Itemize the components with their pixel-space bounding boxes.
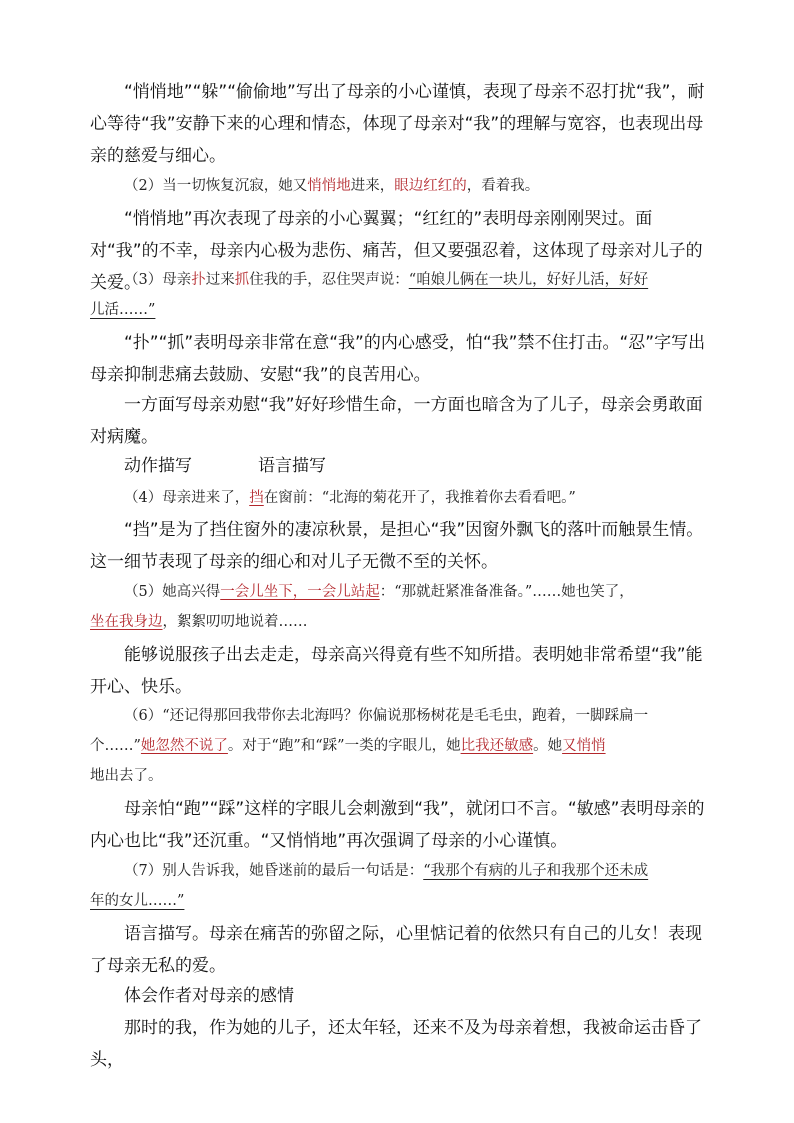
- analysis-paragraph-8: 语言描写。母亲在痛苦的弥留之际，心里惦记着的依然只有自己的儿女！表现了母亲无私的爱。: [90, 924, 702, 976]
- analysis-paragraph-4: 一方面写母亲劝慰“我”好好珍惜生命，一方面也暗含为了儿子，母亲会勇敢面对病魔。: [90, 395, 703, 447]
- quote-5-line-2: 坐在我身边，絮絮叨叨地说着……: [90, 614, 308, 630]
- section-heading: 体会作者对母亲的感情: [124, 986, 294, 1006]
- analysis-paragraph-7: 母亲怕“跑”“踩”这样的字眼儿会刺激到“我”，就闭口不言。“敏感”表明母亲的内心也比“我”还沉重。“又悄悄地”再次强调了母亲的小心谨慎。: [90, 799, 705, 851]
- analysis-paragraph-2: “悄悄地”再次表现了母亲的小心翼翼；“红红的”表明母亲刚刚哭过。面对“我”的不幸，母亲内心极为悲伤、痛苦，但又要强忍着，这体现了母亲对儿子的关爱。: [90, 209, 703, 293]
- analysis-paragraph-9: 那时的我，作为她的儿子，还太年轻，还来不及为母亲着想，我被命运击昏了头，: [90, 1018, 702, 1070]
- quote-3-line-1: （3）母亲扑过来抓住我的手，忍住哭声说：“咱娘儿俩在一块儿，好好儿活，好好: [124, 272, 649, 288]
- analysis-paragraph-5: “挡”是为了挡住窗外的凄凉秋景，是担心“我”因窗外飘飞的落叶而触景生情。这一细节表现了母亲的细心和对儿子无微不至的关怀。: [90, 520, 704, 572]
- quote-6-line-2: 个……”她忽然不说了。对于“跑”和“踩”一类的字眼儿，她比我还敏感。她又悄悄: [90, 738, 606, 754]
- quote-5-line-1: （5）她高兴得一会儿坐下，一会儿站起：“那就赶紧准备准备。”……她也笑了，: [124, 584, 634, 600]
- quote-6-line-3: 地出去了。: [90, 768, 163, 784]
- analysis-paragraph-1: “悄悄地”“躲”“偷偷地”写出了母亲的小心谨慎，表现了母亲不忍打扰“我”，耐心等待“我”安静下来的心理和情态，体现了母亲对“我”的理解与宽容，也表现出母亲的慈爱与细心。: [90, 82, 705, 166]
- quote-4: （4）母亲进来了，挡在窗前：“北海的菊花开了，我推着你去看看吧。”: [124, 490, 576, 506]
- analysis-paragraph-3: “扑”“抓”表明母亲非常在意“我”的内心感受，怕“我”禁不住打击。“忍”字写出母亲抑制悲痛去鼓励、安慰“我”的良苦用心。: [90, 333, 706, 385]
- quote-2: （2）当一切恢复沉寂，她又悄悄地进来，眼边红红的，看着我。: [124, 178, 540, 194]
- quote-6-line-1: （6）“还记得那回我带你去北海吗？你偏说那杨树花是毛毛虫，跑着，一脚踩扁一: [124, 708, 649, 724]
- label-action-description: 动作描写: [124, 456, 192, 476]
- quote-7-line-2: 年的女儿……”: [90, 893, 185, 909]
- quote-3-line-2: 儿活……”: [90, 302, 156, 318]
- quote-7-line-1: （7）别人告诉我，她昏迷前的最后一句话是：“我那个有病的儿子和我那个还未成: [124, 863, 649, 879]
- label-speech-description: 语言描写: [258, 456, 326, 476]
- analysis-paragraph-6: 能够说服孩子出去走走，母亲高兴得竟有些不知所措。表明她非常希望“我”能开心、快乐。: [90, 645, 703, 697]
